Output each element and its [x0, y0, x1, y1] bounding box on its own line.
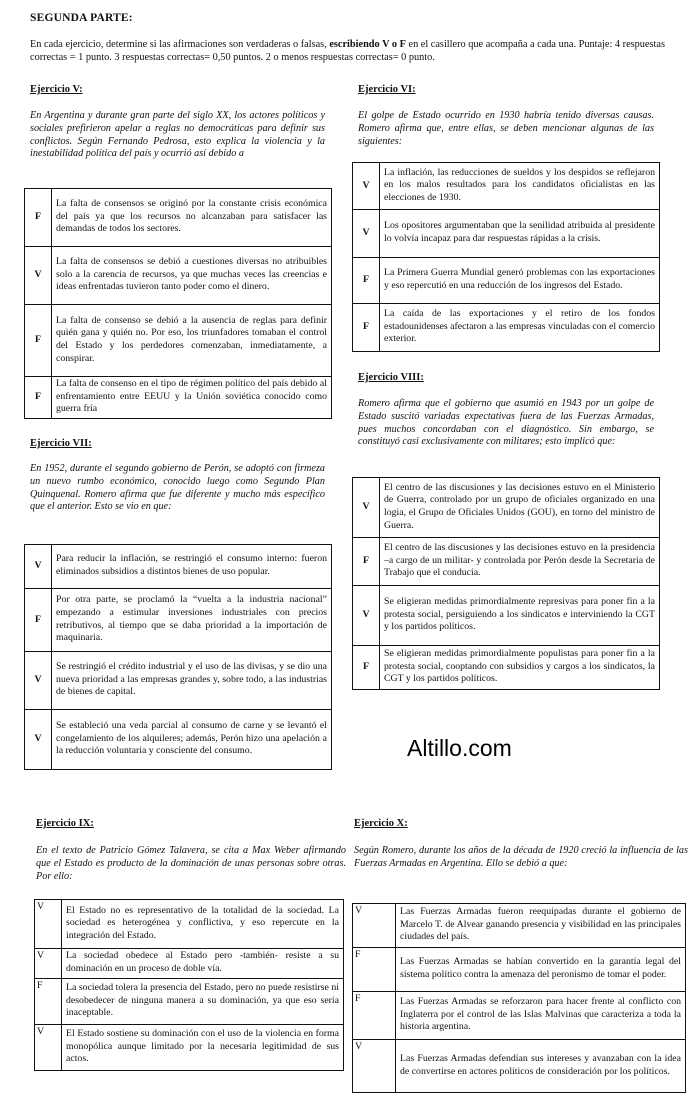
exercise-v-table [24, 188, 332, 419]
answer-cell[interactable]: V [353, 478, 380, 538]
answer-cell[interactable]: V [25, 247, 52, 305]
table-row [353, 646, 660, 690]
table-row [353, 210, 660, 258]
exercise-v-title: Ejercicio V: [30, 84, 83, 95]
table-row [353, 1040, 686, 1093]
brand-logo-text: Altillo.com [407, 735, 512, 761]
statement-cell: Se eligieran medidas primordialmente represivas para poner fin a la protesta social, persiguiendo a los sindicatos e interviniendo la CGT y los partidos políticos. [380, 586, 660, 646]
answer-cell[interactable]: F [353, 646, 380, 690]
exercise-vi-title: Ejercicio VI: [358, 84, 416, 95]
instructions [30, 38, 670, 64]
statement-cell: La falta de consenso se debió a la ausencia de reglas para definir quién gana y quién no. Por eso, los triunfadores tomaban el control del Estado y los perdedores comenzaban, inmediatamente, a conspirar. [52, 305, 332, 377]
exercise-x-title: Ejercicio X: [354, 818, 408, 829]
statement-cell: Se estableció una veda parcial al consumo de carne y se levantó el congelamiento de los alquileres; además, Perón hizo una apelación a la reducción voluntaria y consciente del consumo. [52, 710, 332, 770]
answer-cell[interactable]: F [25, 589, 52, 652]
section-title: SEGUNDA PARTE: [30, 12, 133, 24]
table-row [353, 478, 660, 538]
answer-cell[interactable]: F [353, 304, 380, 352]
statement-cell: Por otra parte, se proclamó la “vuelta a la industria nacional” empezando a estimular inversiones industriales con precios retributivos, al tiempo que se daba prioridad a la importación de maquinaria. [52, 589, 332, 652]
table-row [353, 538, 660, 586]
answer-cell[interactable]: V [25, 710, 52, 770]
statement-cell: El centro de las discusiones y las decisiones estuvo en la presidencia –a cargo de un militar- y controlada por Perón desde la Secretaría de Trabajo que el conducía. [380, 538, 660, 586]
statement-cell: La sociedad obedece al Estado pero -también- resiste a su dominación en un proceso de doble vía. [62, 949, 344, 979]
answer-cell[interactable]: V [353, 1040, 396, 1093]
instructions-text-1: En cada ejercicio, determine si las afirmaciones son verdaderas o falsas, [30, 39, 330, 50]
table-row [353, 904, 686, 948]
exercise-vii-table [24, 544, 332, 770]
statement-cell: Las Fuerzas Armadas se reforzaron para hacer frente al conflicto con Inglaterra por el control de las Islas Malvinas que caracteriza a toda la historia argentina. [396, 992, 686, 1040]
table-row [353, 948, 686, 992]
statement-cell: La sociedad tolera la presencia del Estado, pero no puede resistirse ni desobedecer de ninguna manera a su dominación, ya que eso sería inaceptable. [62, 979, 344, 1025]
exercise-ix-title: Ejercicio IX: [36, 818, 94, 829]
answer-cell[interactable]: F [25, 305, 52, 377]
table-row [25, 589, 332, 652]
table-row [35, 949, 344, 979]
statement-cell: Se restringió el crédito industrial y el uso de las divisas, y se dio una nueva prioridad a las empresas grandes y, sobre todo, a las industrias de bienes de capital. [52, 652, 332, 710]
exercise-vi-table [352, 162, 660, 352]
exercise-viii-prompt: Romero afirma que el gobierno que asumió en 1943 por un golpe de Estado suscitó variadas expectativas fuera de las Fuerzas Armadas, pues muchos concordaban con el diagnóstico. Sin embargo, se constituyó casi exclusivamente con militares; esto implicó que: [358, 398, 654, 448]
answer-cell[interactable]: V [353, 163, 380, 210]
answer-cell[interactable]: F [25, 377, 52, 419]
answer-cell[interactable]: V [25, 652, 52, 710]
table-row [353, 258, 660, 304]
exercise-x-table [352, 903, 686, 1093]
table-row [25, 545, 332, 589]
answer-cell[interactable]: V [35, 900, 62, 949]
table-row [353, 586, 660, 646]
table-row [35, 979, 344, 1025]
answer-cell[interactable]: V [35, 949, 62, 979]
statement-cell: Para reducir la inflación, se restringió el consumo interno: fueron eliminados subsidios a distintos bienes de uso popular. [52, 545, 332, 589]
table-row [35, 1025, 344, 1071]
answer-cell[interactable]: F [35, 979, 62, 1025]
table-row [35, 900, 344, 949]
answer-cell[interactable]: F [353, 258, 380, 304]
statement-cell: Los opositores argumentaban que la senilidad atribuida al presidente lo volvía incapaz para dar respuestas rápidas a la crisis. [380, 210, 660, 258]
instructions-text-2: en el casillero que acompaña a cada una. Puntaje: 4 respuestas correctas = 1 punto. 3 respuestas correctas= 0,50 puntos. 2 o menos respuestas correctas= 0 punto. [30, 39, 665, 63]
table-row [353, 304, 660, 352]
exercise-vii-title: Ejercicio VII: [30, 438, 92, 449]
statement-cell: El centro de las discusiones y las decisiones estuvo en el Ministerio de Guerra, controlado por un grupo de oficiales organizado en una logia, el Grupo de Oficiales Unidos (GOU), en torno del ministro de Guerra. [380, 478, 660, 538]
statement-cell: El Estado sostiene su dominación con el uso de la violencia en forma monopólica aunque limitado por la necesaria legitimidad de sus actos. [62, 1025, 344, 1071]
table-row [353, 992, 686, 1040]
table-row [25, 247, 332, 305]
table-row [25, 652, 332, 710]
answer-cell[interactable]: V [25, 545, 52, 589]
table-row [25, 377, 332, 419]
answer-cell[interactable]: V [353, 210, 380, 258]
answer-cell[interactable]: V [35, 1025, 62, 1071]
exercise-v-prompt: En Argentina y durante gran parte del siglo XX, los actores políticos y sociales prefirieron apelar a reglas no democráticas para definir sus conflictos. Según Fernando Pedrosa, esto explica la violencia y la inestabilidad política del país y ocurrió así debido a [30, 110, 325, 160]
statement-cell: La falta de consensos se debió a cuestiones diversas no atribuibles solo a la carencia de recursos, ya que muchas veces las creencias e ideas enfrentadas tuvieron tanto poder como el dinero. [52, 247, 332, 305]
statement-cell: Las Fuerzas Armadas se habían convertido en la garantía legal del sistema político contra la amenaza del peronismo de tomar el poder. [396, 948, 686, 992]
instructions-emphasis: escribiendo V o F [329, 39, 406, 50]
exercise-viii-table [352, 477, 660, 690]
exercise-viii-title: Ejercicio VIII: [358, 372, 424, 383]
table-row [25, 710, 332, 770]
statement-cell: La caída de las exportaciones y el retiro de los fondos estadounidenses afectaron a las empresas vinculadas con el comercio exterior. [380, 304, 660, 352]
statement-cell: El Estado no es representativo de la totalidad de la sociedad. La sociedad es heterogénea y conflictiva, y eso repercute en la integración del Estado. [62, 900, 344, 949]
answer-cell[interactable]: F [353, 992, 396, 1040]
exercise-vii-prompt: En 1952, durante el segundo gobierno de Perón, se adoptó con firmeza un nuevo rumbo económico, conocido luego como Segundo Plan Quinquenal. Romero afirma que fue diferente y mucho más específico que el anterior. Esto se vio en que: [30, 463, 325, 513]
answer-cell[interactable]: F [25, 189, 52, 247]
exercise-x-prompt: Según Romero, durante los años de la década de 1920 creció la influencia de las Fuerzas Armadas en Argentina. Ello se debió a que: [354, 845, 688, 869]
statement-cell: Se eligieran medidas primordialmente populistas para poner fin a la protesta social, cooptando con subsidios y cargos a los sindicatos, la CGT y los partidos políticos. [380, 646, 660, 690]
table-row [353, 163, 660, 210]
answer-cell[interactable]: V [353, 904, 396, 948]
answer-cell[interactable]: V [353, 586, 380, 646]
answer-cell[interactable]: F [353, 948, 396, 992]
exercise-ix-table [34, 899, 344, 1071]
statement-cell: Las Fuerzas Armadas fueron reequipadas durante el gobierno de Marcelo T. de Alvear ganando presencia y visibilidad en las principales ciudades del país. [396, 904, 686, 948]
table-row [25, 189, 332, 247]
statement-cell: La falta de consenso en el tipo de régimen político del país debido al enfrentamiento entre EEUU y la Unión soviética conocido como guerra fría [52, 377, 332, 419]
answer-cell[interactable]: F [353, 538, 380, 586]
statement-cell: La inflación, las reducciones de sueldos y los despidos se reflejaron en los malos resultados para los candidatos oficialistas en las elecciones de 1930. [380, 163, 660, 210]
exercise-vi-prompt: El golpe de Estado ocurrido en 1930 habría tenido diversas causas. Romero afirma que, entre ellas, se deben mencionar algunas de las siguientes: [358, 110, 654, 147]
statement-cell: La falta de consensos se originó por la constante crisis económica del país ya que los recursos no alcanzaban para satisfacer las demandas de todos los sectores. [52, 189, 332, 247]
table-row [25, 305, 332, 377]
statement-cell: La Primera Guerra Mundial generó problemas con las exportaciones y eso repercutió en una reducción de los ingresos del Estado. [380, 258, 660, 304]
statement-cell: Las Fuerzas Armadas defendían sus intereses y avanzaban con la idea de convertirse en actores políticos de consideración por los políticos. [396, 1040, 686, 1093]
exercise-ix-prompt: En el texto de Patricio Gómez Talavera, se cita a Max Weber afirmando que el Estado es producto de la dominación de unas personas sobre otras. Por ello: [36, 845, 346, 882]
